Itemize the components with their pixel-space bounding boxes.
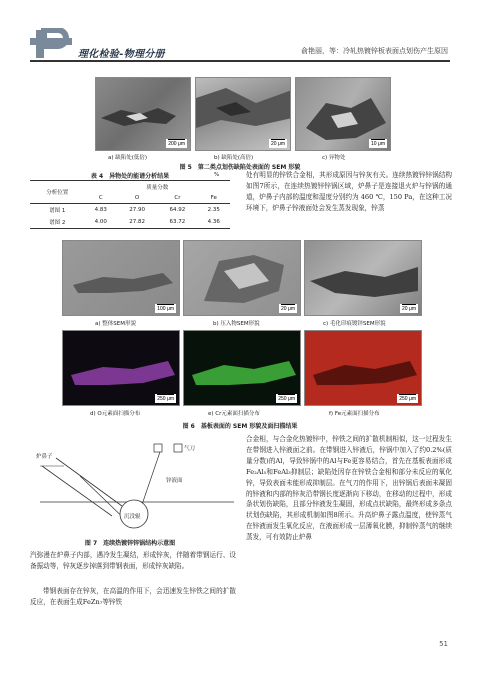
table4-cell: 2.35: [207, 207, 220, 213]
fig6-sub-f: f) Fe元素面扫描分布: [329, 411, 380, 417]
table4-cell: 4.36: [198, 216, 230, 229]
scale-bar: 250 μm: [278, 396, 295, 402]
fig7-caption: 图 7 连续热镀锌锌锅结构示意图: [84, 540, 176, 547]
table4-cell: 63.72: [157, 216, 197, 229]
fig5-sub-c: c) 异物处: [322, 155, 346, 161]
table4-col-o: O: [117, 193, 157, 204]
fig5-panel-b: [195, 77, 291, 151]
fig5-caption: 图 5 第二类点划伤缺陷处表面的 SEM 形貌: [179, 164, 301, 171]
running-title: 俞艳丽，等：冷轧热镀锌板表面点划伤产生原因: [301, 47, 448, 55]
fig7-label-roll: 沉没辊: [124, 514, 141, 520]
paragraph-right-top: 处有明显的锌铁合金相，其形成原因与锌灰有关。连续热镀锌锌锅结构如图7所示，在连续热镀锌锌锅区域，炉鼻子是连接退火炉与锌锅的通道，炉鼻子内部的温度和湿度分别约为 460 ℃，150 Pa，在这种工况环境下，炉鼻子锌液面处会发生蒸发现象，锌蒸: [246, 171, 452, 212]
fig6-panel-c: [304, 240, 422, 316]
fig7-diagram: [34, 436, 234, 536]
header-rule: [30, 60, 450, 62]
fig6-sub-d: d) O元素面扫描分布: [90, 411, 141, 417]
table4-cell: 谱图 2: [30, 216, 85, 229]
table4-col-cr: Cr: [157, 193, 197, 204]
table4-cell: 27.82: [117, 216, 157, 229]
scale-bar: 10 μm: [371, 141, 385, 147]
table-row: [30, 204, 230, 217]
fig6-sub-e: e) Cr元素面扫描分布: [208, 411, 260, 417]
table4: [30, 180, 230, 229]
table4-col-fe: Fe: [198, 193, 230, 204]
table4-cell: 谱图 1: [49, 208, 66, 214]
table4-cell: 64.92: [169, 207, 186, 213]
paragraph-right-bottom: 合金相，与合金化热镀锌中，锌铁之间的扩散机制相似，这一过程发生在带钢进入锌液面之前。在带钢进入锌液后，锌锅中加入了约0.2%(质量分数)的Al，导致锌锅中的Al与Fe更容易结合，首先在基板表面形成Fe₂Al₅和FeAl₃抑制层；缺陷处因存在锌铁合金相和部分未反应的氧化锌，导致表面未能形成抑制层。在气刀的作用下，出锌锅后表面未凝固的锌液和内部的锌灰沿带钢长度逐渐向下移动，在移动的过程中，形成条状划伤缺陷，且部分锌液发生凝固，形成点状缺陷，最终形成多条点状划伤缺陷，其形成机制如图8所示。升高炉鼻子露点温度，使锌蒸气在锌液面发生氧化反应，在液面形成一层薄氧化膜，抑制锌蒸气的继续蒸发，可有效防止炉鼻: [246, 435, 452, 542]
scale-bar: 100 μm: [157, 306, 174, 312]
fig6-sub-c: c) 毛化印痕镀锌SEM形貌: [323, 321, 386, 327]
scale-bar: 20 μm: [281, 306, 295, 312]
fig6-sub-b: b) 压入物SEM形貌: [213, 321, 260, 327]
fig7-label-bath: 锌液面: [166, 478, 183, 484]
page-number: 51: [439, 640, 448, 648]
page-header: [0, 0, 480, 66]
table4-col-c: C: [85, 193, 117, 204]
journal-logo-text: 理化检验-物理分册: [78, 49, 165, 60]
fig6-panel-e: [183, 330, 301, 406]
fig6-panel-b: [183, 240, 301, 316]
scale-bar: 250 μm: [157, 396, 174, 402]
table4-cell: 27.90: [129, 207, 145, 213]
table4-title: 表 4 异物处的能谱分析结果: [90, 173, 170, 180]
fig6-panel-d: [62, 330, 180, 406]
fig6-panel-f: [304, 330, 422, 406]
table-row: [30, 216, 230, 229]
table4-cell: 4.00: [85, 216, 117, 229]
fig6-caption: 图 6 基板表面的 SEM 形貌及面扫描结果: [182, 423, 298, 430]
fig5-sub-b: b) 缺陷处(高倍): [214, 155, 254, 161]
table4-cell: 4.83: [94, 207, 107, 213]
scale-bar: 20 μm: [271, 141, 285, 147]
scale-bar: 20 μm: [402, 306, 416, 312]
fig7-label-nose: 炉鼻子: [36, 454, 53, 460]
fig6-panel-a: [62, 240, 180, 316]
table4-header-group: 质量分数: [85, 181, 230, 194]
fig7-label-knife: 气刀: [184, 446, 196, 452]
fig5-sub-a: a) 缺陷处(低倍): [108, 155, 148, 161]
fig5-panel-c: [295, 77, 391, 151]
paragraph-left-bottom-1: 汽弥漫在炉鼻子内部，遇冷发生凝结，形成锌灰，伴随着带钢运行、设备振动等，锌灰逐步掉落到带钢表面，形成锌灰缺陷。: [30, 551, 236, 570]
table4-unit: %: [214, 172, 220, 178]
fig6-sub-a: a) 整体SEM形貌: [95, 321, 136, 327]
table4-header-position: 分析位置: [30, 181, 85, 204]
scale-bar: 200 μm: [168, 141, 185, 147]
fig5-panel-a: [95, 77, 191, 151]
scale-bar: 250 μm: [399, 396, 416, 402]
paragraph-left-bottom-2: 带钢表面存在锌灰，在高温的作用下，会迅速发生锌铁之间的扩散反应，在表面生成FeZn₇等锌铁: [30, 587, 236, 606]
